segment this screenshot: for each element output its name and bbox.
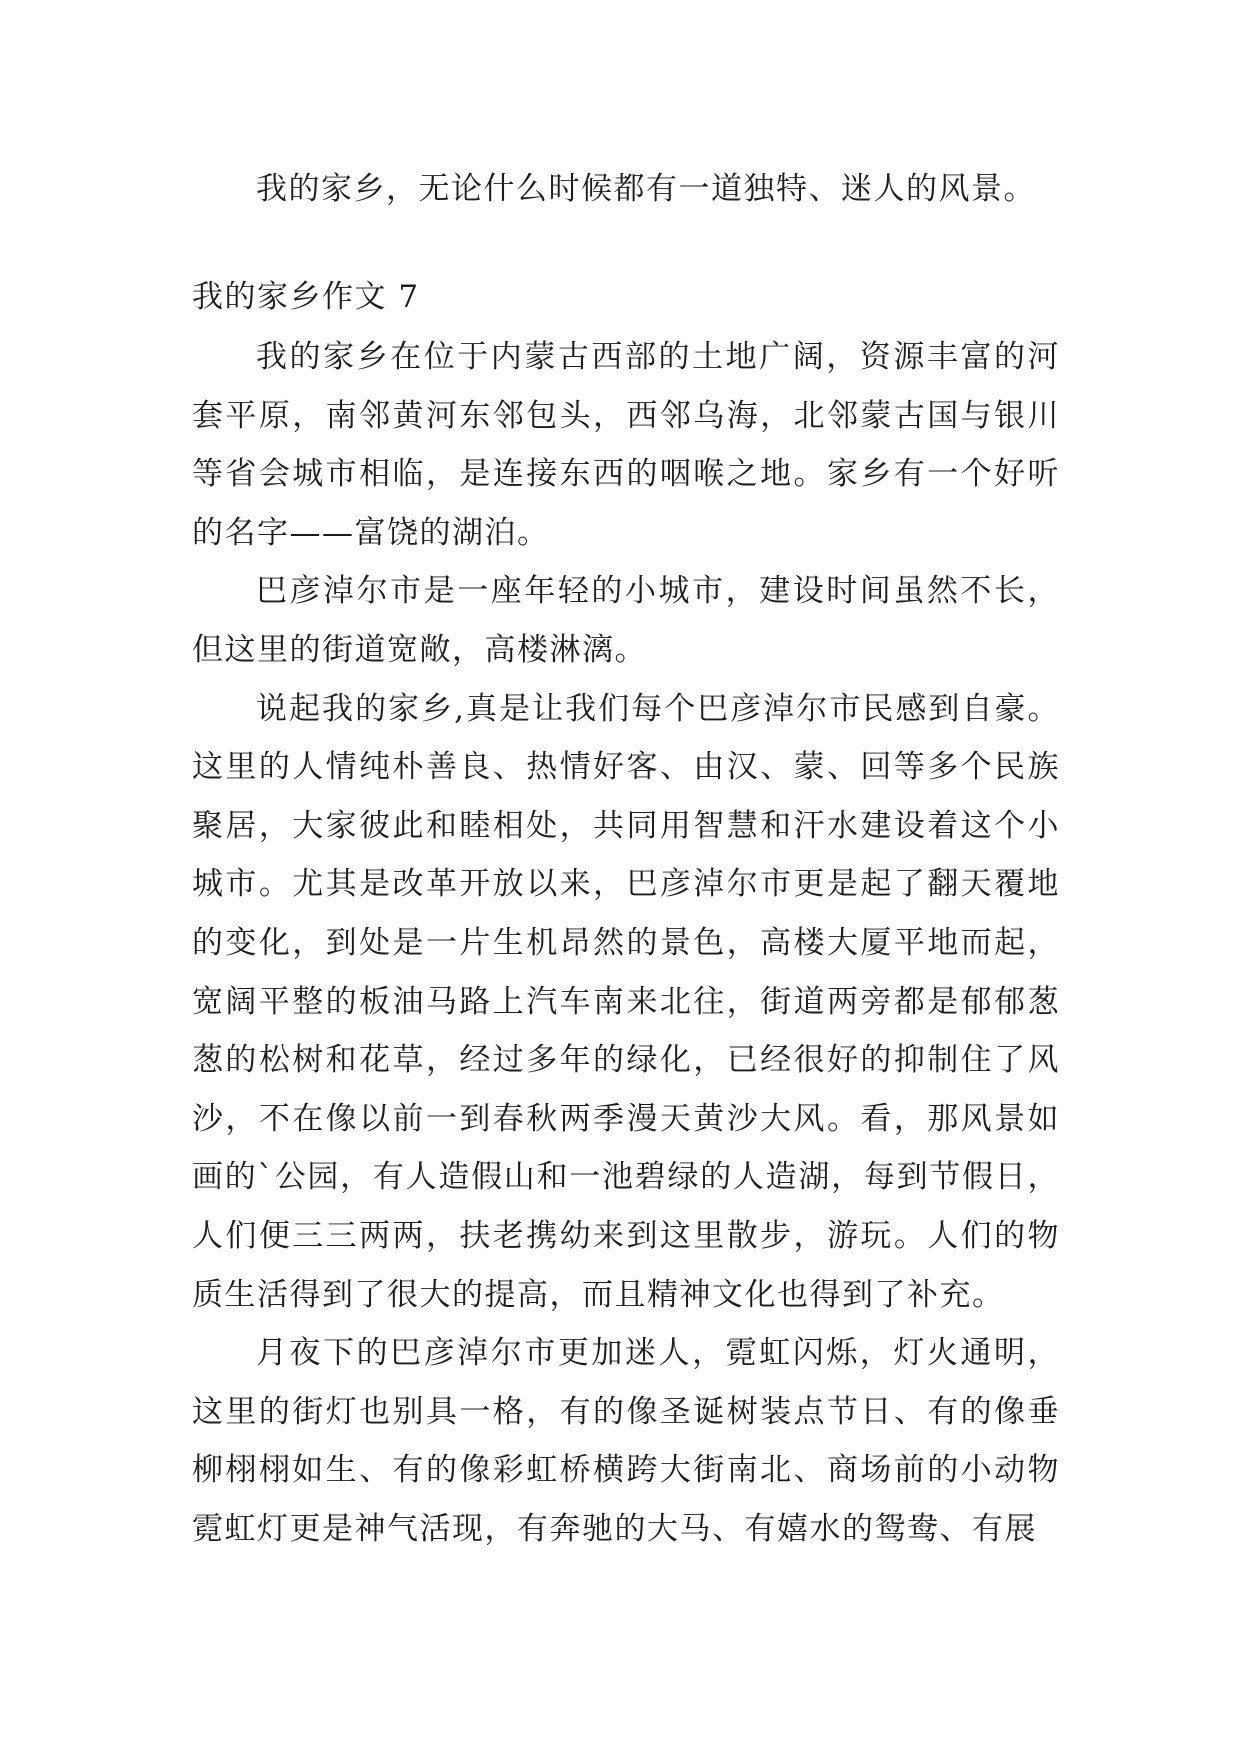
essay-body <box>192 328 1060 1558</box>
intro-paragraph: 我的家乡，无论什么时候都有一道独特、迷人的风景。 <box>256 171 1036 207</box>
paragraph: 月夜下的巴彦淖尔市更加迷人，霓虹闪烁，灯火通明，这里的街灯也别具一格，有的像圣诞树装点节日、有的像垂柳栩栩如生、有的像彩虹桥横跨大街南北、商场前的小动物霓虹灯更是神气活现，有奔驰的大马、有嬉水的鸳鸯、有展 <box>192 1335 1060 1547</box>
essay-heading: 我的家乡作文 7 <box>192 279 420 315</box>
paragraph: 我的家乡在位于内蒙古西部的土地广阔，资源丰富的河套平原，南邻黄河东邻包头，西邻乌海，北邻蒙古国与银川等省会城市相临，是连接东西的咽喉之地。家乡有一个好听的名字——富饶的湖泊。 <box>192 339 1060 551</box>
intro-block <box>192 160 1060 218</box>
paragraph: 巴彦淖尔市是一座年轻的小城市，建设时间虽然不长，但这里的街道宽敞，高楼淋漓。 <box>192 573 1060 668</box>
paragraph: 说起我的家乡,真是让我们每个巴彦淖尔市民感到自豪。这里的人情纯朴善良、热情好客、由汉、蒙、回等多个民族聚居，大家彼此和睦相处，共同用智慧和汗水建设着这个小城市。尤其是改革开放以来，巴彦淖尔市更是起了翻天覆地的变化，到处是一片生机昂然的景色，高楼大厦平地而起，宽阔平整的板油马路上汽车南来北往，街道两旁都是郁郁葱葱的松树和花草，经过多年的绿化，已经很好的抑制住了风沙，不在像以前一到春秋两季漫天黄沙大风。看，那风景如画的`公园，有人造假山和一池碧绿的人造湖，每到节假日，人们便三三两两，扶老携幼来到这里散步，游玩。人们的物质生活得到了很大的提高，而且精神文化也得到了补充。 <box>192 690 1060 1313</box>
